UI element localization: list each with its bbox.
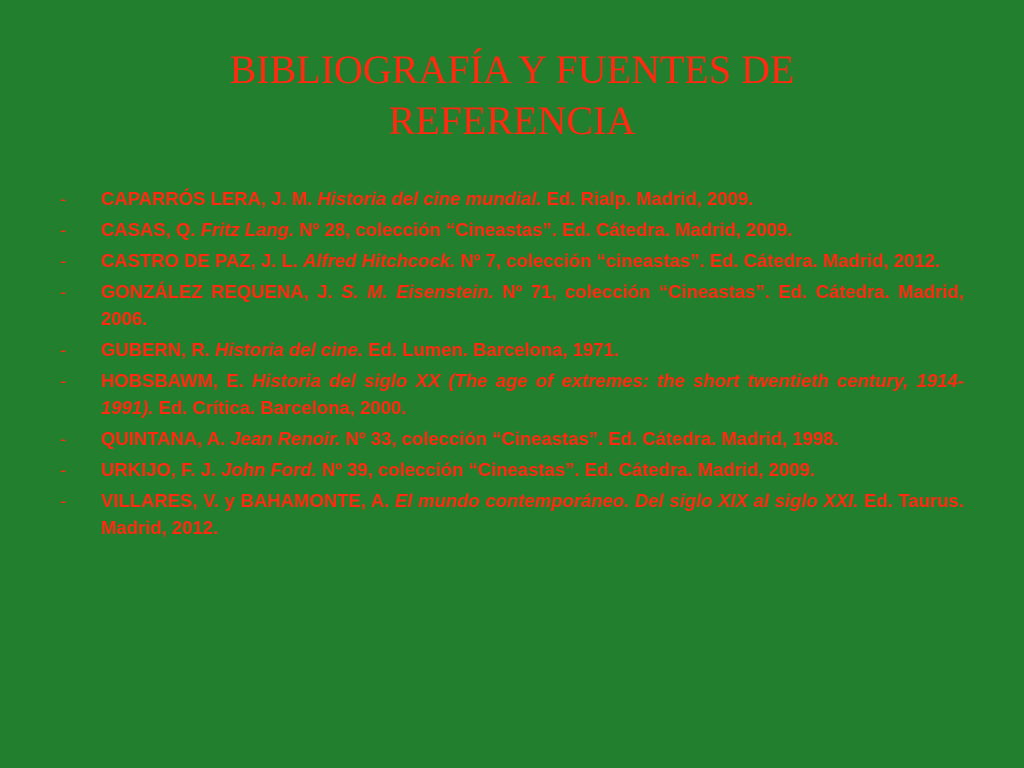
reference-details: Nº 71, colección “Cineastas”. Ed. Cátedra. Madrid, 2006. <box>101 281 964 329</box>
reference-title: John Ford. <box>221 459 317 480</box>
bullet-dash: - <box>60 188 67 209</box>
reference-item <box>60 216 964 243</box>
reference-details: Ed. Taurus. Madrid, 2012. <box>101 490 964 538</box>
reference-details: Ed. Rialp. Madrid, 2009. <box>541 188 754 209</box>
reference-details: Nº 7, colección “cineastas”. Ed. Cátedra. Madrid, 2012. <box>455 250 941 271</box>
reference-author: CAPARRÓS LERA, J. M. <box>101 188 318 209</box>
reference-author: GUBERN, R. <box>101 339 216 360</box>
reference-details: Ed. Crítica. Barcelona, 2000. <box>153 397 407 418</box>
reference-author: VILLARES, V. y BAHAMONTE, A. <box>101 490 396 511</box>
reference-details: Nº 33, colección “Cineastas”. Ed. Cátedra. Madrid, 1998. <box>340 428 839 449</box>
reference-author: HOBSBAWM, E. <box>101 370 253 391</box>
reference-title: El mundo contemporáneo. Del siglo XIX al siglo XXI. <box>395 490 859 511</box>
bullet-dash: - <box>60 339 67 360</box>
reference-title: Jean Renoir. <box>230 428 341 449</box>
reference-details: Nº 39, colección “Cineastas”. Ed. Cátedra. Madrid, 2009. <box>316 459 816 480</box>
reference-item <box>60 367 964 421</box>
reference-author: CASTRO DE PAZ, J. L. <box>101 250 304 271</box>
bullet-dash: - <box>60 490 67 511</box>
reference-title: S. M. Eisenstein. <box>341 281 494 302</box>
bullet-dash: - <box>60 370 67 391</box>
bullet-dash: - <box>60 281 67 302</box>
reference-item <box>60 336 964 363</box>
reference-details: Nº 28, colección “Cineastas”. Ed. Cátedra. Madrid, 2009. <box>294 219 793 240</box>
bullet-dash: - <box>60 459 67 480</box>
reference-author: QUINTANA, A. <box>101 428 231 449</box>
reference-item <box>60 278 964 332</box>
reference-details: Ed. Lumen. Barcelona, 1971. <box>363 339 620 360</box>
bullet-dash: - <box>60 219 67 240</box>
reference-item <box>60 487 964 541</box>
reference-title: Historia del siglo XX (The age of extremes: the short twentieth century, 1914-1991). <box>101 370 965 418</box>
reference-author: URKIJO, F. J. <box>101 459 222 480</box>
reference-title: Alfred Hitchcock. <box>303 250 456 271</box>
reference-title: Historia del cine mundial. <box>317 188 542 209</box>
bullet-dash: - <box>60 250 67 271</box>
reference-list <box>60 185 964 545</box>
slide-title <box>60 44 964 146</box>
reference-item <box>60 425 964 452</box>
reference-title: Fritz Lang. <box>200 219 295 240</box>
reference-title: Historia del cine. <box>215 339 364 360</box>
slide-title-line-1: BIBLIOGRAFÍA Y FUENTES DE <box>229 47 795 92</box>
reference-item <box>60 456 964 483</box>
reference-item <box>60 247 964 274</box>
reference-author: GONZÁLEZ REQUENA, J. <box>101 281 342 302</box>
bullet-dash: - <box>60 428 67 449</box>
reference-author: CASAS, Q. <box>101 219 201 240</box>
slide-title-line-2: REFERENCIA <box>388 98 636 143</box>
reference-item <box>60 185 964 212</box>
